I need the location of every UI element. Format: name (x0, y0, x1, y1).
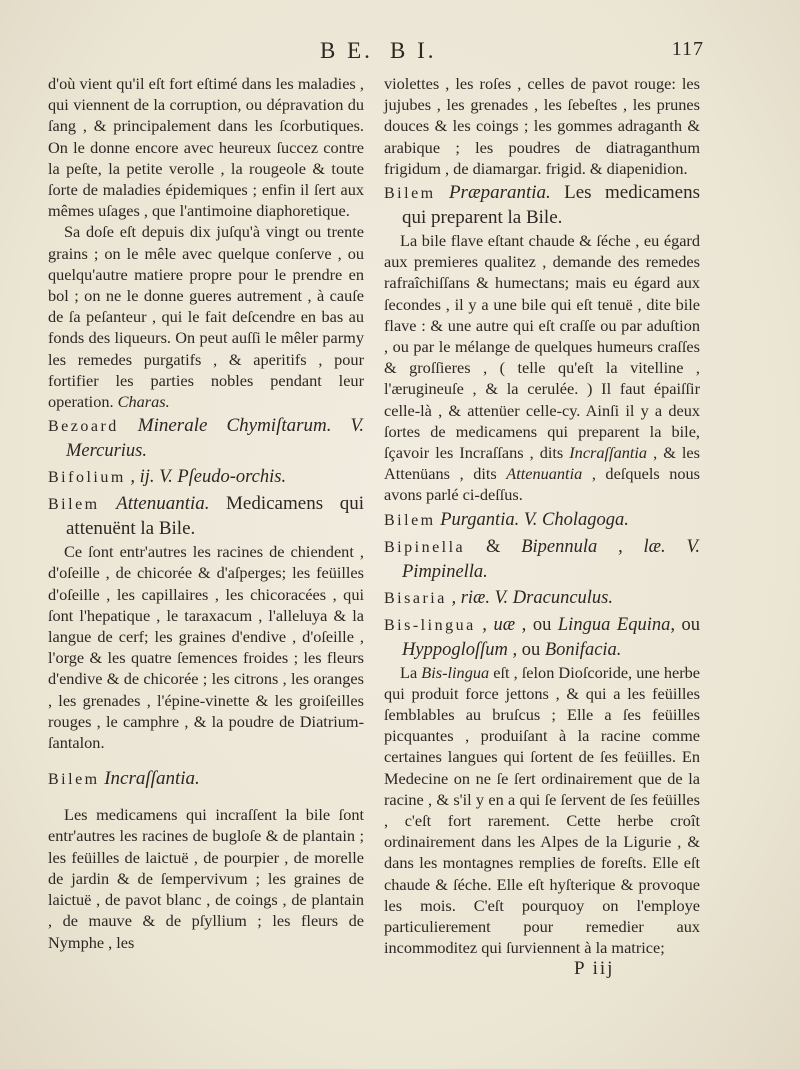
entry-description: Medicamens qui attenuënt la Bile. (66, 493, 364, 540)
term-italic: Attenuantia (506, 464, 583, 484)
cross-reference: V. Mercurius. (66, 416, 365, 462)
conjunction: ou (681, 614, 701, 635)
paragraph: violettes , les roſes , celles de pavot rouge: les jujubes , les grenades , les ſebeſtes , les prunes douces & les coings ; les gommes adraganth & arabique ; les poudres de diatraganthum frigidum , de diamargar. frigid. & diapenidion. (384, 74, 700, 178)
entry-suffix: , riæ. (451, 587, 491, 608)
conjunction: ou (521, 639, 541, 660)
page-number: 117 (671, 38, 704, 60)
entry-heading-bipinella (384, 535, 700, 584)
paragraph (48, 221, 364, 412)
header-middle: B I. (390, 38, 437, 63)
entry-heading-bis-lingua (384, 613, 700, 662)
cross-reference: V. Pſeudo-orchis. (159, 467, 287, 488)
conjunction: ou (532, 614, 552, 635)
paragraph: Les medicamens qui incraſſent la bile ſont entr'autres les racines de bugloſe & de plantain ; les feüilles de laictuë , de pourpier , de morelle de jardin & de ſempervivum ; les graines de laictuë , de pavot blanc , de coings , de plantain , de mauve & de pſyllium ; les fleurs de Nymphe , les (48, 805, 364, 952)
paragraph-text: , & les Attenüans , dits (384, 443, 700, 484)
right-column (384, 73, 700, 959)
alternate-name: Hyppogloſſum , (402, 639, 518, 660)
entry-term: Bis-lingua (384, 616, 476, 634)
entry-title: Purgantia. (440, 509, 520, 530)
entry-title: Minerale Chymiſtarum. (137, 415, 332, 437)
cross-reference: V. Pimpinella. (402, 536, 700, 582)
paragraph (384, 662, 700, 959)
entry-title: Incraſſantia. (104, 768, 200, 790)
entry-term: Bezoard (48, 418, 119, 436)
entry-heading-bisaria (384, 586, 700, 611)
left-column (48, 73, 364, 953)
paragraph-text: eſt , ſelon Dioſcoride, une herbe qui produit force jettons , & qui a les feüilles ſemblables au bruſcus ; Elle a ſes feüilles picquantes , produiſant à la racine comme certaines langues qui ſortent de ſes feüilles. En Medecine on ne ſe ſert ordinairement que de la racine , & s'il y en a qui ſe ſervent de ſes feüilles , c'eſt fort rarement. Cette herbe croît ordinairement dans les Alpes de la Ligurie , & dans les montagnes remplies de foreſts. Elle eſt chaude & ſéche. Elle eſt hyſterique & provoque les mois. C'eſt pourquoy on l'employe particulierement pour remedier aux incommoditez qui ſurviennent à la matrice; (384, 662, 700, 958)
entry-term: Bilem (48, 496, 100, 514)
cross-reference: V. Dracunculus. (494, 587, 614, 608)
paragraph-text: La bile flave eſtant chaude & ſéche , eu égard aux premieres qualitez , demande des remedes rafraîchiſſans & humectans; mais eu égard aux ſecondes , il y a une bile qui eſt tenuë , dite bile flave : & une autre qui eſt craſſe ou par aduſtion , ou par le mélange de quelques humeurs craſſes & groſſieres , ( telle qu'eſt la vitelline , l'ærugineuſe , & la cerulée. ) Il faut épaiſſir celle-là , & attenüer celle-cy. Ainſi il y a deux ſortes de medicamens qui preparent la bile, ſçavoir les Incraſſans , dits (384, 231, 700, 463)
signature-mark: P iij (574, 958, 615, 979)
entry-term: Bilem (384, 185, 436, 203)
paragraph: d'où vient qu'il eſt fort eſtimé dans les maladies , qui viennent de la corruption, ou dépravation du ſang , & principalement dans les ſcorbutiques. On le donne encore avec heureux ſuccez contre la peſte, la petite verolle , la rougeole & toute ſorte de maladies épidemiques ; enfin il ſert aux mêmes uſages , que l'antimoine diaphoretique. (48, 74, 364, 221)
paragraph-text: Sa doſe eſt depuis dix juſqu'à vingt ou trente grains ; on le mêle avec quelque conſerve , ou quelqu'autre matiere propre pour le prendre en bol ; on ne le donne gueres autrement , à cauſe de ſa peſanteur , qui le fait deſcendre en bas au fonds des liqueurs. On peut auſſi le mêler parmy les remedes purgatifs , & aperitifs , pour fortifier les parties nobles pendant leur operation. (48, 222, 364, 412)
entry-term: Bilem (384, 511, 436, 529)
running-header (320, 38, 704, 72)
entry-heading-bilem-attenuantia (48, 492, 364, 541)
alternate-name: Bonifacia. (544, 639, 622, 660)
paragraph: Ce ſont entr'autres les racines de chiendent , d'oſeille , de chicorée & d'aſperges; les feüilles d'oſeille , les capillaires , les chicoracées , qui ſont l'hepatique , le taraxacum , l'alleluya & la langue de cerf; les graines d'endive , d'oſeille , l'orge & les quatre ſemences froides ; les fleurs d'endive & de chicorée ; les citrons , les oranges , les grenades , l'épine-vinette & les groiſeilles rouges , le camphre , & la poudre de Diatrium-ſantalon. (48, 542, 364, 753)
cross-reference: V. Cholagoga. (523, 509, 629, 530)
entry-title: Attenuantia. (116, 493, 210, 515)
conjunction: & (485, 536, 501, 557)
entry-term: Bipinella (384, 538, 466, 556)
entry-heading-bilem-purgantia (384, 508, 700, 533)
header-left: B E. (320, 38, 373, 63)
entry-term: Bilem (48, 771, 100, 789)
entry-title: Præparantia. (448, 182, 551, 204)
entry-heading-bilem-praeparantia (384, 181, 700, 230)
entry-term: Bifolium (48, 469, 126, 487)
entry-title: Bipennula , læ. (521, 536, 666, 557)
entry-suffix: , uæ , (482, 614, 527, 635)
paragraph-text: La (400, 662, 418, 682)
entry-term: Bisaria (384, 589, 447, 607)
author-signature: Charas. (117, 392, 170, 412)
entry-heading-bifolium (48, 465, 364, 490)
paragraph (384, 230, 700, 506)
entry-heading-bezoard (48, 414, 364, 463)
paragraph-text: , deſquels nous avons parlé ci-deſſus. (384, 464, 701, 505)
alternate-name: Lingua Equina, (557, 614, 675, 635)
term-italic: Bis-lingua (421, 662, 490, 682)
entry-heading-bilem-incrassantia (48, 767, 364, 792)
entry-suffix: , ij. (130, 467, 155, 488)
term-italic: Incraſſantia (569, 443, 648, 463)
entry-description: Les medicamens qui preparent la Bile. (402, 182, 700, 229)
